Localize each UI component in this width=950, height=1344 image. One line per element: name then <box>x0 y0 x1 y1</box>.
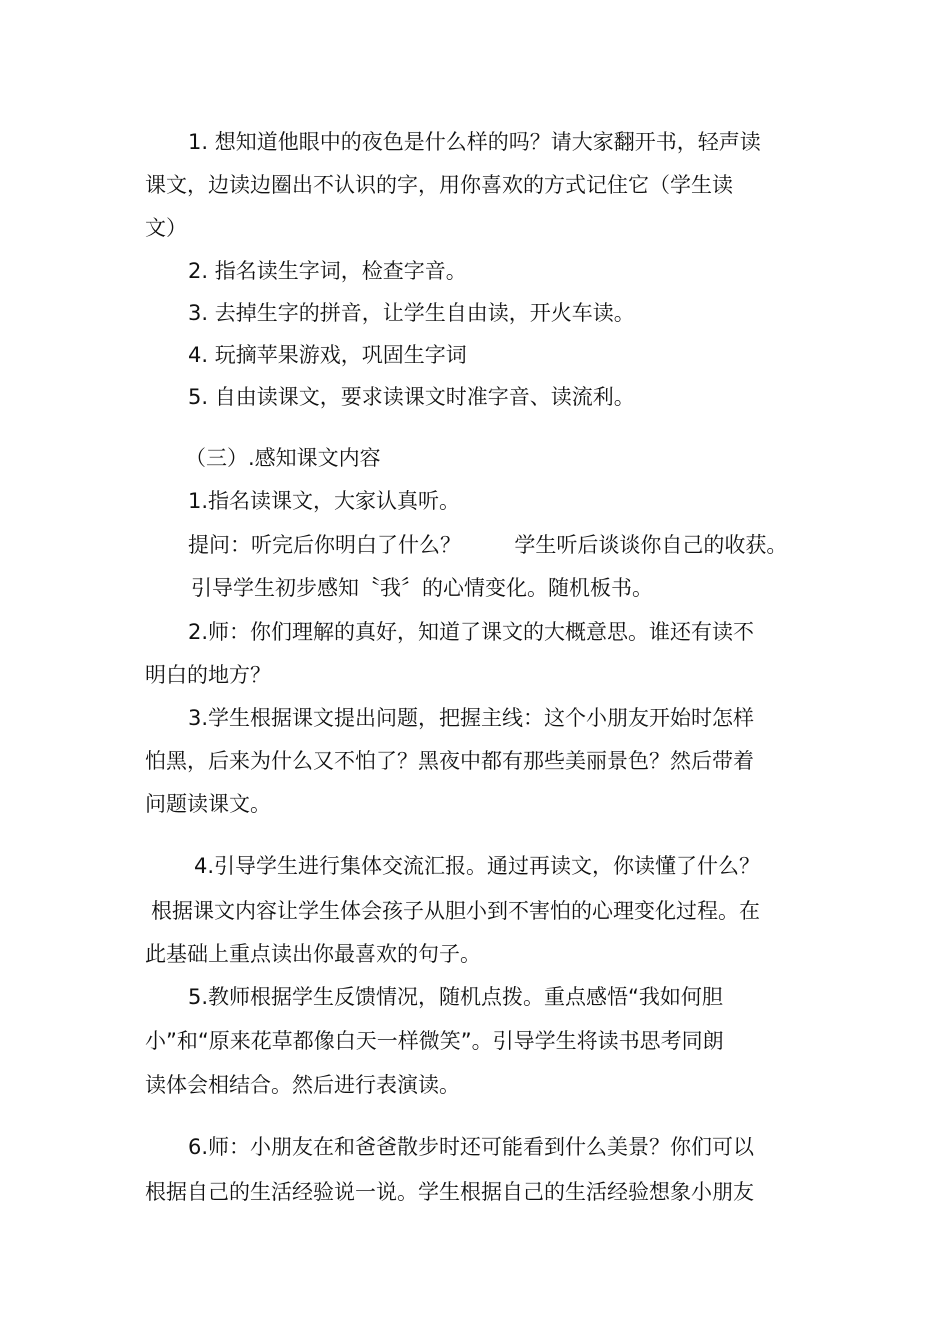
text-line: 课文，边读边圈出不认识的字，用你喜欢的方式记住它（学生读 <box>145 173 733 197</box>
text-line: 提问：听完后你明白了什么？ 学生听后谈谈你自己的收获。 <box>188 533 788 557</box>
text-line: 明白的地方？ <box>145 663 271 687</box>
text-line: 2. 指名读生字词，检查字音。 <box>188 259 467 283</box>
text-line: 问题读课文。 <box>145 792 271 816</box>
text-line: 6.师：小朋友在和爸爸散步时还可能看到什么美景？你们可以 <box>188 1135 755 1159</box>
text-line: 引导学生初步感知〝我〞的心情变化。随机板书。 <box>191 576 653 600</box>
text-line: 2.师：你们理解的真好，知道了课文的大概意思。谁还有读不 <box>188 620 755 644</box>
text-line: 3. 去掉生字的拼音，让学生自由读，开火车读。 <box>188 301 635 325</box>
text-line: 文） <box>145 216 187 240</box>
text-line: 怕黑，后来为什么又不怕了？黑夜中都有那些美丽景色？然后带着 <box>145 749 754 773</box>
text-line: 1. 想知道他眼中的夜色是什么样的吗？请大家翻开书，轻声读 <box>188 130 761 154</box>
text-line: 1.指名读课文，大家认真听。 <box>188 489 461 513</box>
text-line: 3.学生根据课文提出问题，把握主线：这个小朋友开始时怎样 <box>188 706 755 730</box>
text-line: 此基础上重点读出你最喜欢的句子。 <box>145 942 481 966</box>
text-line: 5. 自由读课文，要求读课文时准字音、读流利。 <box>188 385 635 409</box>
text-line: 4. 玩摘苹果游戏，巩固生字词 <box>188 343 467 367</box>
section-heading: （三）.感知课文内容 <box>185 446 381 470</box>
text-line: 根据课文内容让学生体会孩子从胆小到不害怕的心理变化过程。在 <box>151 899 760 923</box>
text-line: 5.教师根据学生反馈情况，随机点拨。重点感悟“我如何胆 <box>188 985 723 1009</box>
text-line: 4.引导学生进行集体交流汇报。通过再读文，你读懂了什么？ <box>194 854 761 878</box>
text-line: 根据自己的生活经验说一说。学生根据自己的生活经验想象小朋友 <box>145 1180 754 1204</box>
text-line: 小”和“原来花草都像白天一样微笑”。引导学生将读书思考同朗 <box>145 1029 724 1053</box>
text-line: 读体会相结合。然后进行表演读。 <box>145 1073 460 1097</box>
